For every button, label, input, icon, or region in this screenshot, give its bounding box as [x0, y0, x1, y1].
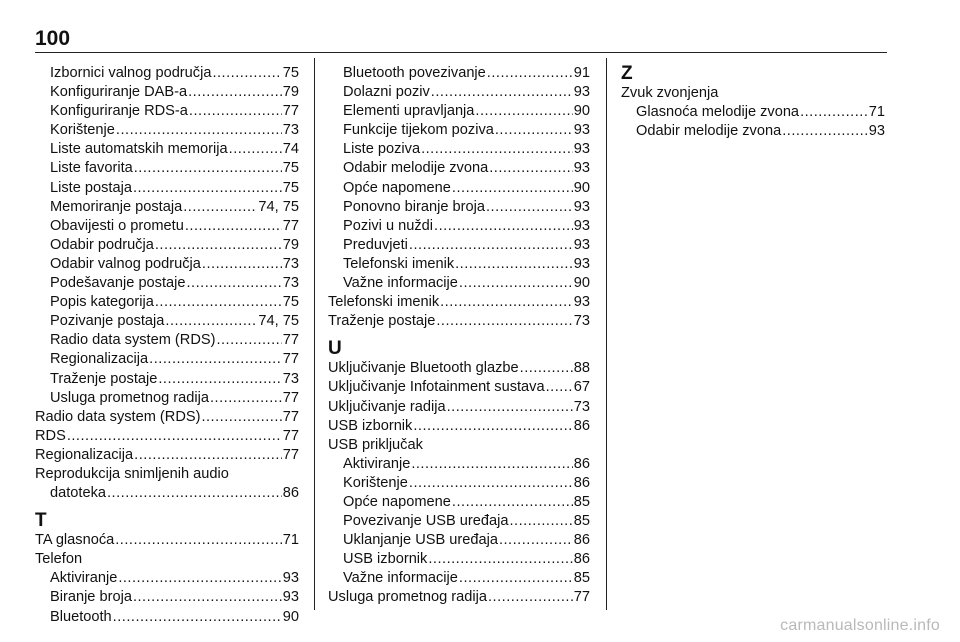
index-entry-label: Pozivi u nuždi — [343, 217, 434, 234]
index-entry-page: 85 — [573, 513, 590, 530]
dot-leader — [134, 159, 282, 178]
index-entry — [35, 293, 299, 312]
dot-leader — [158, 370, 281, 389]
index-entry-label: Korištenje — [50, 122, 115, 139]
dot-leader — [800, 103, 868, 122]
index-entry-label: USB izbornik — [343, 551, 428, 568]
index-entry — [328, 121, 590, 140]
index-entry-page: 77 — [282, 427, 299, 444]
dot-leader — [67, 427, 282, 446]
dot-leader — [212, 64, 281, 83]
index-entry — [35, 350, 299, 369]
index-entry-page: 77 — [282, 351, 299, 368]
index-entry — [328, 179, 590, 198]
dot-leader — [149, 350, 282, 369]
index-entry-page: 77 — [282, 332, 299, 349]
index-entry-label: Radio data system (RDS) — [35, 408, 201, 425]
dot-leader — [782, 122, 868, 141]
index-entry — [35, 569, 299, 588]
index-entry — [328, 569, 590, 588]
dot-leader — [216, 331, 281, 350]
dot-leader — [188, 83, 282, 102]
index-entry — [35, 588, 299, 607]
index-group-heading: USB priključak — [328, 436, 423, 453]
index-entry-label: Bluetooth — [50, 608, 112, 625]
index-entry-label: Pozivanje postaja — [50, 313, 165, 330]
dot-leader — [487, 64, 573, 83]
index-entry-label: Traženje postaje — [328, 313, 436, 330]
index-entry-label: Funkcije tijekom poziva — [343, 122, 494, 139]
index-entry-page: 73 — [282, 275, 299, 292]
index-entry-page: 77 — [573, 589, 590, 606]
index-entry — [35, 531, 299, 550]
index-entry-label: RDS — [35, 427, 66, 444]
index-entry — [35, 446, 299, 465]
dot-leader — [499, 531, 573, 550]
index-entry — [328, 512, 590, 531]
index-entry-label: Regionalizacija — [50, 351, 149, 368]
index-entry-page: 93 — [573, 255, 590, 272]
index-entry — [328, 417, 590, 436]
index-group-heading: Zvuk zvonjenja — [621, 85, 719, 101]
dot-leader — [546, 378, 573, 397]
index-letter-heading: Z — [621, 63, 633, 84]
index-entry — [35, 389, 299, 408]
index-entry-label: Radio data system (RDS) — [50, 332, 216, 349]
index-entry-page: 93 — [573, 294, 590, 311]
index-entry-label: Povezivanje USB uređaja — [343, 513, 509, 530]
index-entry — [328, 550, 590, 569]
index-entry-label: Konfiguriranje DAB-a — [50, 84, 188, 101]
dot-leader — [133, 588, 282, 607]
dot-leader — [452, 179, 573, 198]
index-entry-page: 77 — [282, 408, 299, 425]
index-entry — [35, 370, 299, 389]
index-entry-page: 74, 75 — [258, 313, 299, 330]
index-entry-label: Uključivanje Infotainment sustava — [328, 379, 545, 396]
index-entry-label: Popis kategorija — [50, 294, 154, 311]
index-entry — [328, 312, 590, 331]
index-entry-label: Važne informacije — [343, 275, 458, 292]
index-entry — [35, 255, 299, 274]
dot-leader — [459, 274, 573, 293]
column-divider-1 — [314, 58, 315, 610]
index-entry-label: Podešavanje postaje — [50, 275, 186, 292]
index-entry-page: 93 — [573, 198, 590, 215]
index-column-2 — [328, 64, 590, 608]
index-entry-page: 86 — [573, 455, 590, 472]
index-entry — [328, 474, 590, 493]
dot-leader — [409, 474, 573, 493]
index-entry-page: 67 — [573, 379, 590, 396]
index-entry-page: 93 — [573, 122, 590, 139]
index-entry — [328, 102, 590, 121]
page-number: 100 — [35, 27, 71, 50]
dot-leader — [520, 359, 573, 378]
index-entry-label: Glasnoća melodije zvona — [636, 104, 800, 121]
index-entry-page: 73 — [282, 255, 299, 272]
index-entry — [328, 359, 590, 378]
dot-leader — [155, 293, 282, 312]
index-entry-page: 75 — [282, 294, 299, 311]
index-entry-label: Konfiguriranje RDS-a — [50, 103, 188, 120]
index-entry-label: Dolazni poziv — [343, 84, 430, 101]
index-entry-page: 86 — [573, 417, 590, 434]
dot-leader — [133, 179, 282, 198]
index-entry-label: Aktiviranje — [343, 455, 411, 472]
dot-leader — [413, 417, 572, 436]
dot-leader — [475, 102, 572, 121]
dot-leader — [510, 512, 573, 531]
dot-leader — [411, 455, 572, 474]
dot-leader — [187, 274, 282, 293]
index-entry-page: 93 — [573, 141, 590, 158]
index-entry-page: 90 — [282, 608, 299, 625]
index-entry — [35, 608, 299, 627]
index-entry-page: 86 — [573, 551, 590, 568]
index-entry — [328, 236, 590, 255]
index-entry-label: Bluetooth povezivanje — [343, 65, 486, 81]
index-entry-label: USB izbornik — [328, 417, 413, 434]
index-entry-label: Obavijesti o prometu — [50, 217, 184, 234]
index-entry-label: Uključivanje radija — [328, 398, 446, 415]
dot-leader — [421, 140, 573, 159]
index-entry — [35, 217, 299, 236]
index-entry — [35, 274, 299, 293]
index-entry-label: Biranje broja — [50, 589, 132, 606]
index-entry-label: Izbornici valnog područja — [50, 65, 212, 81]
dot-leader — [455, 255, 573, 274]
dot-leader — [189, 102, 282, 121]
index-entry-page: 90 — [573, 179, 590, 196]
index-column-1 — [35, 64, 299, 627]
index-entry-label: Odabir melodije zvona — [343, 160, 489, 177]
dot-leader — [115, 531, 282, 550]
index-entry-label: Korištenje — [343, 474, 408, 491]
dot-leader — [183, 198, 257, 217]
index-entry-label: Telefonski imenik — [343, 255, 455, 272]
index-entry-page: 75 — [282, 65, 299, 81]
index-entry — [35, 102, 299, 121]
index-entry-page: 93 — [282, 570, 299, 587]
dot-leader — [434, 217, 573, 236]
index-entry-page: 74, 75 — [258, 198, 299, 215]
dot-leader — [229, 140, 282, 159]
index-entry-page: 88 — [573, 360, 590, 377]
index-entry — [35, 312, 299, 331]
index-entry — [35, 236, 299, 255]
index-entry — [35, 83, 299, 102]
index-entry-label: Preduvjeti — [343, 236, 408, 253]
index-entry-label: Telefonski imenik — [328, 294, 440, 311]
index-entry — [35, 179, 299, 198]
index-entry-page: 85 — [573, 493, 590, 510]
dot-leader — [155, 236, 282, 255]
index-entry-label: Opće napomene — [343, 179, 451, 196]
index-entry — [328, 274, 590, 293]
dot-leader — [459, 569, 573, 588]
index-entry-page: 77 — [282, 217, 299, 234]
index-entry — [328, 64, 590, 83]
dot-leader — [486, 198, 573, 217]
index-entry — [328, 455, 590, 474]
index-entry-page: 73 — [282, 370, 299, 387]
dot-leader — [495, 121, 573, 140]
dot-leader — [201, 408, 281, 427]
index-entry-page: 93 — [573, 236, 590, 253]
index-entry-label: Ponovno biranje broja — [343, 198, 485, 215]
index-entry-label: Regionalizacija — [35, 446, 134, 463]
index-entry-page: 73 — [573, 313, 590, 330]
dot-leader — [447, 398, 573, 417]
dot-leader — [202, 255, 282, 274]
index-entry-page: 71 — [282, 532, 299, 549]
dot-leader — [428, 550, 572, 569]
index-entry-label: Uključivanje Bluetooth glazbe — [328, 360, 519, 377]
dot-leader — [116, 121, 282, 140]
index-entry — [328, 159, 590, 178]
index-entry-page: 77 — [282, 389, 299, 406]
dot-leader — [210, 389, 282, 408]
index-entry-page: 90 — [573, 275, 590, 292]
dot-leader — [165, 312, 257, 331]
index-entry-label: Odabir melodije zvona — [636, 123, 782, 140]
index-entry-label: Važne informacije — [343, 570, 458, 587]
index-entry-label: Liste poziva — [343, 141, 421, 158]
index-entry — [35, 408, 299, 427]
index-entry — [35, 121, 299, 140]
dot-leader — [409, 236, 573, 255]
index-entry-label: TA glasnoća — [35, 532, 115, 549]
watermark: carmanualsonline.info — [780, 617, 940, 634]
index-entry-label: Odabir valnog područja — [50, 255, 201, 272]
index-entry — [328, 531, 590, 550]
index-entry — [328, 83, 590, 102]
index-entry-page: 93 — [573, 217, 590, 234]
index-entry — [328, 588, 590, 607]
index-entry — [328, 398, 590, 417]
dot-leader — [113, 608, 282, 627]
index-letter-heading: T — [35, 510, 47, 532]
index-entry-label: datoteka — [50, 485, 106, 502]
index-entry-label: Uklanjanje USB uređaja — [343, 532, 498, 549]
dot-leader — [134, 446, 282, 465]
dot-leader — [489, 159, 573, 178]
index-entry-page: 91 — [573, 65, 590, 81]
dot-leader — [431, 83, 573, 102]
index-entry-page: 74 — [282, 141, 299, 158]
index-entry-page: 73 — [282, 122, 299, 139]
index-entry-page: 90 — [573, 103, 590, 120]
index-entry-label: Aktiviranje — [50, 570, 118, 587]
index-entry — [328, 140, 590, 159]
index-entry-label: Elementi upravljanja — [343, 103, 475, 120]
dot-leader — [185, 217, 282, 236]
column-divider-2 — [606, 58, 607, 610]
index-entry — [35, 484, 299, 503]
index-entry-page: 93 — [282, 589, 299, 606]
index-entry-page: 77 — [282, 446, 299, 463]
index-entry-page: 93 — [573, 160, 590, 177]
dot-leader — [107, 484, 282, 503]
dot-leader — [488, 588, 573, 607]
index-entry-label: Traženje postaje — [50, 370, 158, 387]
index-entry-page: 75 — [282, 160, 299, 177]
index-entry-page: 93 — [868, 123, 885, 140]
index-entry — [328, 493, 590, 512]
index-entry-page: 86 — [282, 485, 299, 502]
index-entry-page: 85 — [573, 570, 590, 587]
index-entry-label: Liste automatskih memorija — [50, 141, 228, 158]
index-entry-label: Usluga prometnog radija — [50, 389, 209, 406]
index-letter-heading: U — [328, 338, 342, 360]
index-entry — [35, 159, 299, 178]
index-entry — [35, 140, 299, 159]
index-entry-page: 75 — [282, 179, 299, 196]
index-entry-label: Opće napomene — [343, 493, 451, 510]
index-entry-page: 93 — [573, 84, 590, 101]
index-entry-label: Usluga prometnog radija — [328, 589, 487, 606]
index-entry-label: Memoriranje postaja — [50, 198, 183, 215]
index-entry — [35, 331, 299, 350]
index-entry — [621, 122, 885, 141]
dot-leader — [436, 312, 572, 331]
index-group-heading: Reprodukcija snimljenih audio — [35, 465, 229, 482]
index-group-heading: Telefon — [35, 551, 83, 568]
index-entry-page: 79 — [282, 236, 299, 253]
header-rule — [35, 52, 887, 53]
index-entry — [328, 255, 590, 274]
index-entry — [328, 198, 590, 217]
index-entry — [328, 293, 590, 312]
index-entry — [35, 198, 299, 217]
index-entry-page: 86 — [573, 474, 590, 491]
index-column-3 — [621, 64, 885, 141]
index-entry — [621, 103, 885, 122]
index-entry — [328, 378, 590, 397]
dot-leader — [440, 293, 573, 312]
index-entry — [328, 217, 590, 236]
index-entry — [35, 427, 299, 446]
index-entry-label: Liste postaja — [50, 179, 132, 196]
index-entry-page: 86 — [573, 532, 590, 549]
index-entry — [35, 64, 299, 83]
index-entry-page: 79 — [282, 84, 299, 101]
dot-leader — [452, 493, 573, 512]
dot-leader — [118, 569, 281, 588]
index-entry-page: 73 — [573, 398, 590, 415]
index-entry-label: Liste favorita — [50, 160, 133, 177]
index-entry-page: 77 — [282, 103, 299, 120]
index-entry-label: Odabir područja — [50, 236, 154, 253]
index-entry-page: 71 — [868, 104, 885, 121]
